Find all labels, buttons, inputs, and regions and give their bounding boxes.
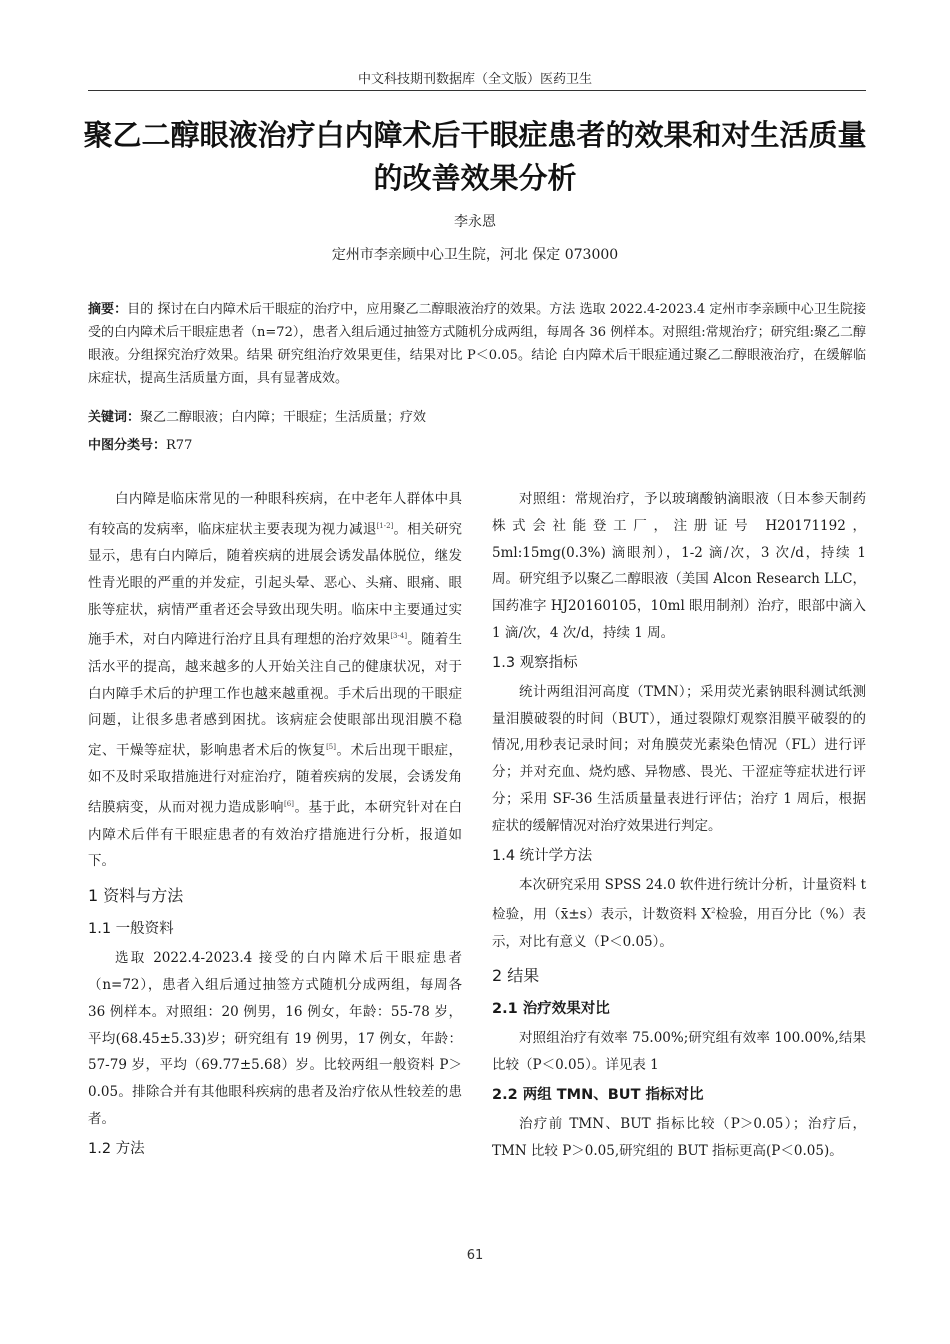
subsection-heading-statistics: 1.4 统计学方法 [492,847,593,864]
method-paragraph: 对照组：常规治疗，予以玻璃酸钠滴眼液（日本参天制药株式会社能登工厂，注册证号 H20171192，5ml:15mg(0.3%) 滴眼剂），1-2 滴/次，3 次/d，持续 1 周。研究组予以聚乙二醇眼液（美国 Alcon Research LLC，国药准字 HJ20160105，10ml 眼用制剂）治疗，眼部中滴入 1 滴/次，4 次/d，持续 1 周。 [492,491,866,641]
effect-paragraph: 对照组治疗有效率 75.00%;研究组有效率 100.00%,结果比较（P＜0.05）。详见表 1 [492,1030,866,1074]
subsection-heading-tmn-but: 2.2 两组 TMN、BUT 指标对比 [492,1087,704,1104]
section-heading-results: 2 结果 [492,966,540,986]
right-column [492,486,866,1165]
general-data-paragraph: 选取 2022.4-2023.4 接受的白内障术后干眼症患者（n=72），患者入组后通过抽签方式随机分成两组，每周各 36 例样本。对照组：20 例男，16 例女，年龄：55-78 岁，平均(68.45±5.33)岁；研究组有 19 例男，17 例女，年龄：57-79 岁，平均（69.77±5.68）岁。比较两组一般资料 P＞0.05。排除合并有其他眼科疾病的患者及治疗依从性较差的患者。 [88,950,462,1127]
citation-ref: [6] [284,800,294,809]
intro-text-5: 。基于此，本研究针对在白内障术后伴有干眼症患者的有效治疗措施进行分析，报道如下。 [88,799,463,870]
subsection-heading-observation: 1.3 观察指标 [492,654,578,671]
keywords [88,406,866,429]
citation-ref: [3-4] [390,632,408,641]
superscript: 2 [710,907,716,916]
intro-text-1: 白内障是临床常见的一种眼科疾病，在中老年人群体中具有较高的发病率，临床症状主要表现为视力减退 [88,491,462,538]
author-name: 李永恩 [454,214,496,230]
subsection-heading-effect: 2.1 治疗效果对比 [492,1001,610,1018]
classification-number [88,434,866,457]
keywords-text: 聚乙二醇眼液；白内障；干眼症；生活质量；疗效 [140,410,427,425]
classification-text: R77 [166,438,193,453]
intro-paragraph [88,486,462,875]
keywords-label: 关键词： [88,410,141,425]
statistics-text-1: 本次研究采用 SPSS 24.0 软件进行统计分析，计量资料 t 检验，用（x̄±s）表示，计数资料 X [492,876,866,923]
intro-text-2: 。相关研究显示，患有白内障后，随着疾病的进展会诱发晶体脱位，继发性青光眼的严重的并发症，引起头晕、恶心、头痛、眼痛、眼胀等症状，病情严重者还会导致出现失明。临床中主要通过实施手术，对白内障进行治疗且具有理想的治疗效果 [88,521,463,648]
abstract [88,298,866,390]
classification-label: 中图分类号： [88,438,167,453]
left-column [88,486,462,1165]
page-number: 61 [466,1248,484,1263]
citation-ref: [1-2] [376,521,394,530]
abstract-label: 摘要： [88,302,128,317]
intro-text-4: 。术后出现干眼症，如不及时采取措施进行对症治疗，随着疾病的发展，会诱发角结膜病变，从而对视力造成影响 [88,742,463,816]
tmn-but-paragraph: 治疗前 TMN、BUT 指标比较（P＞0.05）；治疗后，TMN 比较 P＞0.05,研究组的 BUT 指标更高(P＜0.05)。 [492,1116,866,1159]
journal-header: 中文科技期刊数据库（全文版）医药卫生 [357,72,592,87]
header-divider [88,90,866,91]
citation-ref: [5] [326,743,336,752]
author-affiliation: 定州市李亲顾中心卫生院，河北 保定 073000 [331,247,619,263]
section-heading-methods: 1 资料与方法 [88,886,184,906]
subsection-heading-general: 1.1 一般资料 [88,921,174,938]
subsection-heading-method: 1.2 方法 [88,1140,145,1157]
abstract-text: 目的 探讨在白内障术后干眼症的治疗中，应用聚乙二醇眼液治疗的效果。方法 选取 2022.4-2023.4 定州市李亲顾中心卫生院接受的白内障术后干眼症患者（n=72），患者入组后通过抽签方式随机分成两组，每周各 36 例样本。对照组:常规治疗；研究组:聚乙二醇眼液。分组探究治疗效果。结果 研究组治疗效果更佳，结果对比 P＜0.05。结论 白内障术后干眼症通过聚乙二醇眼液治疗，在缓解临床症状，提高生活质量方面，具有显著成效。 [88,302,866,386]
paper-title: 聚乙二醇眼液治疗白内障术后干眼症患者的效果和对生活质量的改善效果分析 [83,118,867,195]
intro-text-3: 。随着生活水平的提高，越来越多的人开始关注自己的健康状况，对于白内障手术后的护理工作也越来越重视。手术后出现的干眼症问题，让很多患者感到困扰。该病症会使眼部出现泪膜不稳定、干燥等症状，影响患者术后的恢复 [88,631,463,759]
statistics-paragraph [492,872,866,956]
observation-paragraph: 统计两组泪河高度（TMN）；采用荧光素钠眼科测试纸测量泪膜破裂的时间（BUT），通过裂隙灯观察泪膜平破裂的的情况,用秒表记录时间；对角膜荧光素染色情况（FL）进行评分；并对充血、烧灼感、异物感、畏光、干涩症等症状进行评分；采用 SF-36 生活质量量表进行评估；治疗 1 周后，根据症状的缓解情况对治疗效果进行判定。 [492,683,866,834]
statistics-text-2: 检验，用百分比（%）表示，对比有意义（P＜0.05）。 [492,906,866,950]
